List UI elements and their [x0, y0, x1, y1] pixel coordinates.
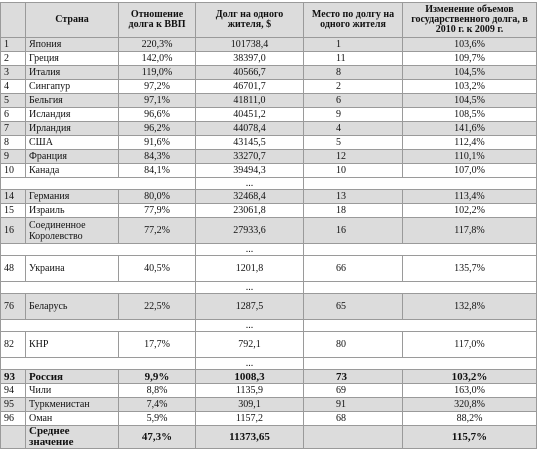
cell-rank: 66 [304, 256, 403, 282]
cell-country: Япония [26, 38, 119, 52]
cell-debt-change: 88,2% [403, 412, 537, 426]
debt-table [0, 2, 537, 449]
cell-index: 95 [1, 398, 26, 412]
cell-country: Украина [26, 256, 119, 282]
cell-rank: 65 [304, 294, 403, 320]
cell-debt-to-gdp: 17,7% [119, 332, 196, 358]
table-row [1, 398, 537, 412]
cell-index: 14 [1, 190, 26, 204]
cell-index: 10 [1, 164, 26, 178]
header-debt-per-capita: Долг на одного жителя, $ [196, 3, 304, 38]
cell-debt-to-gdp: 77,2% [119, 218, 196, 244]
cell-country: Канада [26, 164, 119, 178]
table-row [1, 294, 537, 320]
table-row [1, 384, 537, 398]
cell-country: Оман [26, 412, 119, 426]
cell-debt-change: 112,4% [403, 136, 537, 150]
ellipsis-spacer [304, 282, 537, 294]
cell-debt-change: 110,1% [403, 150, 537, 164]
cell-index: 1 [1, 38, 26, 52]
cell-index: 48 [1, 256, 26, 282]
cell-debt-change: 132,8% [403, 294, 537, 320]
cell-index: 94 [1, 384, 26, 398]
table-row [1, 80, 537, 94]
cell-country: Франция [26, 150, 119, 164]
cell-debt-change: 115,7% [403, 426, 537, 449]
ellipsis-mark: ... [196, 320, 304, 332]
cell-debt-to-gdp: 80,0% [119, 190, 196, 204]
cell-debt-per-capita: 11373,65 [196, 426, 304, 449]
cell-rank: 10 [304, 164, 403, 178]
cell-debt-per-capita: 309,1 [196, 398, 304, 412]
header-country: Страна [26, 3, 119, 38]
cell-debt-to-gdp: 97,2% [119, 80, 196, 94]
cell-debt-per-capita: 40451,2 [196, 108, 304, 122]
cell-debt-to-gdp: 220,3% [119, 38, 196, 52]
table-row [1, 190, 537, 204]
cell-debt-change: 163,0% [403, 384, 537, 398]
cell-country: Италия [26, 66, 119, 80]
ellipsis-mark: ... [196, 244, 304, 256]
cell-debt-change: 107,0% [403, 164, 537, 178]
table-row [1, 332, 537, 358]
table-row [1, 256, 537, 282]
cell-rank: 11 [304, 52, 403, 66]
cell-debt-per-capita: 101738,4 [196, 38, 304, 52]
table-row [1, 164, 537, 178]
cell-debt-change: 320,8% [403, 398, 537, 412]
cell-debt-change: 117,8% [403, 218, 537, 244]
cell-debt-per-capita: 43145,5 [196, 136, 304, 150]
cell-debt-change: 103,2% [403, 370, 537, 384]
cell-debt-per-capita: 1287,5 [196, 294, 304, 320]
ellipsis-spacer [1, 320, 196, 332]
cell-debt-change: 141,6% [403, 122, 537, 136]
ellipsis-spacer [304, 244, 537, 256]
cell-debt-to-gdp: 84,3% [119, 150, 196, 164]
cell-debt-per-capita: 27933,6 [196, 218, 304, 244]
ellipsis-spacer [1, 282, 196, 294]
cell-debt-change: 104,5% [403, 94, 537, 108]
cell-rank: 1 [304, 38, 403, 52]
cell-country: Сингапур [26, 80, 119, 94]
ellipsis-row [1, 282, 537, 294]
cell-debt-per-capita: 44078,4 [196, 122, 304, 136]
cell-debt-to-gdp: 97,1% [119, 94, 196, 108]
cell-debt-change: 103,6% [403, 38, 537, 52]
header-index [1, 3, 26, 38]
cell-debt-change: 117,0% [403, 332, 537, 358]
cell-index: 5 [1, 94, 26, 108]
ellipsis-mark: ... [196, 358, 304, 370]
cell-country: КНР [26, 332, 119, 358]
cell-debt-to-gdp: 119,0% [119, 66, 196, 80]
cell-index: 9 [1, 150, 26, 164]
ellipsis-row [1, 244, 537, 256]
cell-index: 16 [1, 218, 26, 244]
header-row [1, 3, 537, 38]
table-body [1, 38, 537, 449]
cell-rank: 13 [304, 190, 403, 204]
cell-debt-change: 102,2% [403, 204, 537, 218]
cell-debt-to-gdp: 22,5% [119, 294, 196, 320]
cell-debt-to-gdp: 91,6% [119, 136, 196, 150]
cell-debt-per-capita: 39494,3 [196, 164, 304, 178]
header-debt-to-gdp: Отношение долга к ВВП [119, 3, 196, 38]
cell-country: Россия [26, 370, 119, 384]
ellipsis-spacer [1, 358, 196, 370]
cell-rank: 18 [304, 204, 403, 218]
header-rank-per-capita: Место по долгу на одного жителя [304, 3, 403, 38]
cell-rank: 2 [304, 80, 403, 94]
cell-index: 6 [1, 108, 26, 122]
cell-debt-per-capita: 1201,8 [196, 256, 304, 282]
header-debt-change: Изменение объемов государственного долга, в 2010 г. к 2009 г. [403, 3, 537, 38]
cell-country: Греция [26, 52, 119, 66]
cell-rank: 73 [304, 370, 403, 384]
ellipsis-spacer [304, 320, 537, 332]
ellipsis-row [1, 178, 537, 190]
table-row [1, 136, 537, 150]
table-row [1, 370, 537, 384]
cell-debt-to-gdp: 9,9% [119, 370, 196, 384]
cell-debt-change: 135,7% [403, 256, 537, 282]
cell-debt-per-capita: 46701,7 [196, 80, 304, 94]
cell-rank: 69 [304, 384, 403, 398]
cell-debt-per-capita: 1157,2 [196, 412, 304, 426]
cell-index: 7 [1, 122, 26, 136]
cell-country: Израиль [26, 204, 119, 218]
cell-country: Чили [26, 384, 119, 398]
table-row [1, 94, 537, 108]
ellipsis-spacer [1, 244, 196, 256]
ellipsis-row [1, 358, 537, 370]
cell-debt-change: 108,5% [403, 108, 537, 122]
cell-rank: 5 [304, 136, 403, 150]
cell-country: Германия [26, 190, 119, 204]
ellipsis-mark: ... [196, 282, 304, 294]
cell-rank: 91 [304, 398, 403, 412]
table-row [1, 150, 537, 164]
ellipsis-spacer [304, 178, 537, 190]
cell-index: 15 [1, 204, 26, 218]
cell-debt-to-gdp: 40,5% [119, 256, 196, 282]
cell-debt-to-gdp: 96,2% [119, 122, 196, 136]
cell-country: Бельгия [26, 94, 119, 108]
cell-debt-to-gdp: 77,9% [119, 204, 196, 218]
cell-rank: 8 [304, 66, 403, 80]
table-row [1, 52, 537, 66]
cell-country: Туркменистан [26, 398, 119, 412]
cell-index: 4 [1, 80, 26, 94]
cell-debt-to-gdp: 5,9% [119, 412, 196, 426]
cell-debt-per-capita: 32468,4 [196, 190, 304, 204]
table-row [1, 66, 537, 80]
table-row [1, 204, 537, 218]
ellipsis-row [1, 320, 537, 332]
cell-country: Соединенное Королевство [26, 218, 119, 244]
cell-debt-per-capita: 23061,8 [196, 204, 304, 218]
table-row [1, 218, 537, 244]
cell-rank: 9 [304, 108, 403, 122]
cell-rank: 4 [304, 122, 403, 136]
cell-debt-change: 104,5% [403, 66, 537, 80]
table-row [1, 122, 537, 136]
cell-index: 3 [1, 66, 26, 80]
cell-debt-to-gdp: 96,6% [119, 108, 196, 122]
cell-debt-per-capita: 40566,7 [196, 66, 304, 80]
cell-country: Среднее значение [26, 426, 119, 449]
cell-country: Ирландия [26, 122, 119, 136]
cell-debt-per-capita: 38397,0 [196, 52, 304, 66]
cell-index: 93 [1, 370, 26, 384]
cell-debt-change: 109,7% [403, 52, 537, 66]
cell-country: Беларусь [26, 294, 119, 320]
cell-debt-per-capita: 792,1 [196, 332, 304, 358]
ellipsis-spacer [304, 358, 537, 370]
cell-debt-per-capita: 1135,9 [196, 384, 304, 398]
table-row [1, 108, 537, 122]
cell-index: 8 [1, 136, 26, 150]
cell-debt-per-capita: 1008,3 [196, 370, 304, 384]
cell-index: 2 [1, 52, 26, 66]
cell-debt-change: 103,2% [403, 80, 537, 94]
cell-index: 76 [1, 294, 26, 320]
cell-rank: 6 [304, 94, 403, 108]
table-row [1, 412, 537, 426]
ellipsis-mark: ... [196, 178, 304, 190]
ellipsis-spacer [1, 178, 196, 190]
cell-debt-to-gdp: 142,0% [119, 52, 196, 66]
cell-rank: 12 [304, 150, 403, 164]
cell-country: Исландия [26, 108, 119, 122]
cell-debt-change: 113,4% [403, 190, 537, 204]
cell-debt-per-capita: 41811,0 [196, 94, 304, 108]
cell-rank: 68 [304, 412, 403, 426]
cell-debt-to-gdp: 47,3% [119, 426, 196, 449]
cell-index: 96 [1, 412, 26, 426]
table-row [1, 38, 537, 52]
cell-debt-to-gdp: 8,8% [119, 384, 196, 398]
cell-index: 82 [1, 332, 26, 358]
cell-debt-to-gdp: 84,1% [119, 164, 196, 178]
cell-rank: 80 [304, 332, 403, 358]
cell-debt-per-capita: 33270,7 [196, 150, 304, 164]
cell-country: США [26, 136, 119, 150]
cell-rank: 16 [304, 218, 403, 244]
cell-debt-to-gdp: 7,4% [119, 398, 196, 412]
